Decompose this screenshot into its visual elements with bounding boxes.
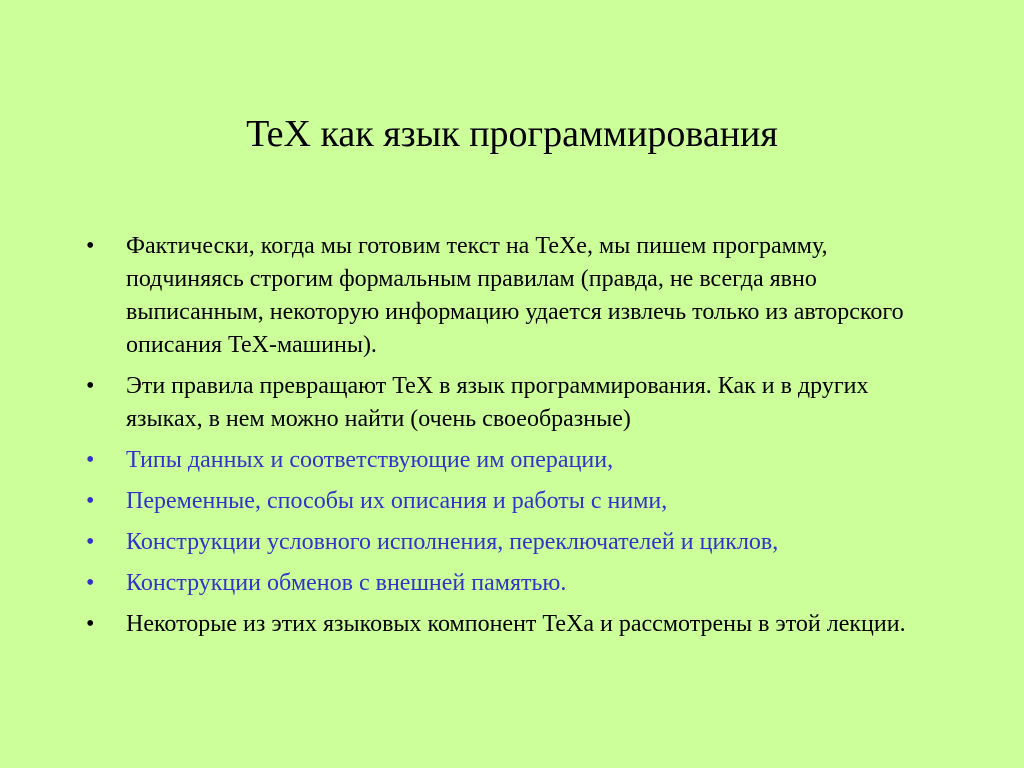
bullet-item [86, 608, 936, 641]
bullet-icon: • [86, 529, 95, 555]
bullet-icon: • [86, 611, 95, 637]
bullet-icon: • [86, 373, 95, 399]
bullet-text: Фактически, когда мы готовим текст на TeXe, мы пишем программу, подчиняясь строгим формальным правилам (правда, не всегда явно выписанным, некоторую информацию удается извлечь только из авторского описания TeX-машины). [126, 233, 904, 358]
bullet-text: Некоторые из этих языковых компонент TeXa и рассмотрены в этой лекции. [126, 611, 906, 637]
bullet-icon: • [86, 570, 95, 596]
bullet-text: Конструкции обменов с внешней памятью. [126, 570, 567, 596]
bullet-list [86, 230, 936, 649]
bullet-item [86, 230, 936, 362]
slide-title: TeX как язык программирования [246, 113, 778, 155]
bullet-item [86, 526, 936, 559]
bullet-icon: • [86, 447, 95, 473]
bullet-text: Конструкции условного исполнения, переключателей и циклов, [126, 529, 779, 555]
bullet-text: Переменные, способы их описания и работы с ними, [126, 488, 668, 514]
bullet-item [86, 370, 936, 436]
bullet-icon: • [86, 233, 95, 259]
bullet-item [86, 485, 936, 518]
bullet-item [86, 567, 936, 600]
bullet-text: Эти правила превращают TeX в язык программирования. Как и в других языках, в нем можно найти (очень своеобразные) [126, 373, 869, 432]
bullet-icon: • [86, 488, 95, 514]
bullet-text: Типы данных и соответствующие им операции, [126, 447, 614, 473]
bullet-item [86, 444, 936, 477]
